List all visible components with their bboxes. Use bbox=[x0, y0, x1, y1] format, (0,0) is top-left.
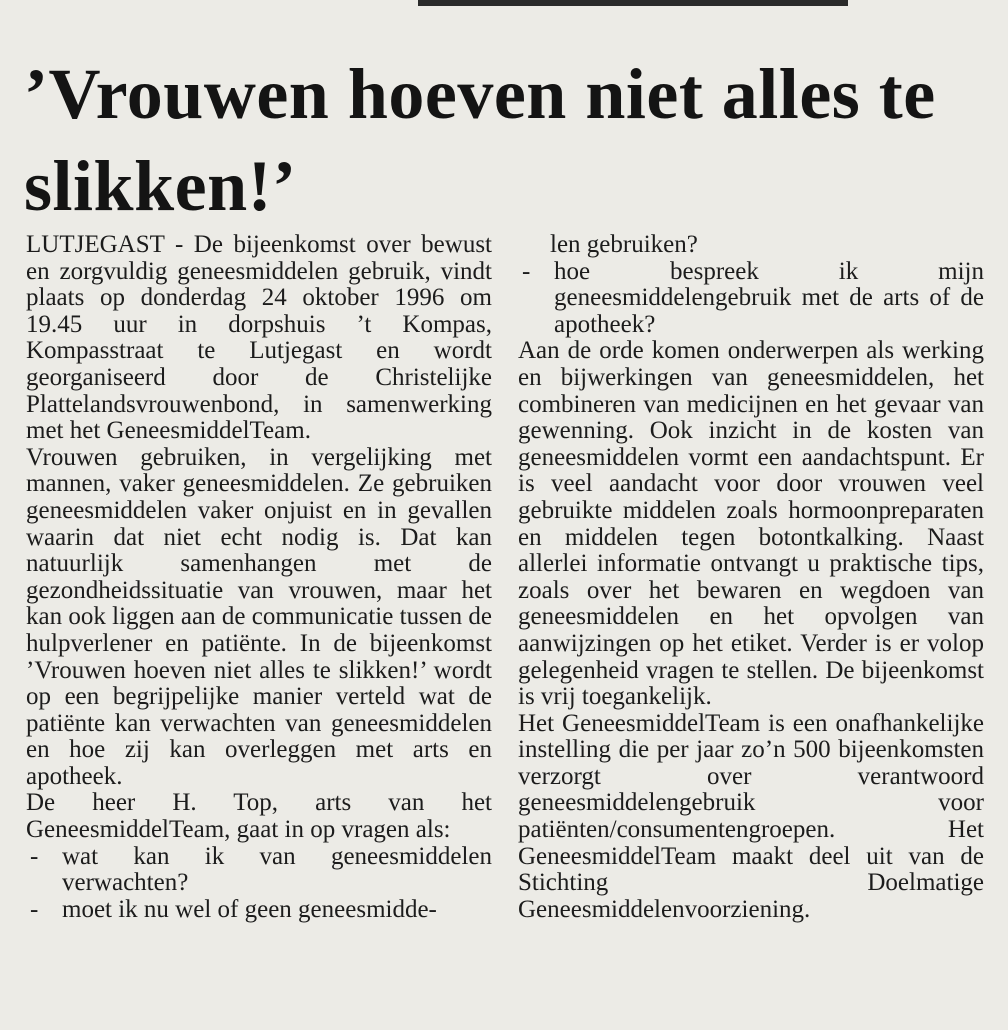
paragraph-women: Vrouwen gebruiken, in vergelijking met mannen, vaker geneesmiddelen. Ze gebruiken geneesmiddelen vaker onjuist en in gevallen waarin dat niet echt nodig is. Dat kan natuurlijk samenhangen met de gezondheidssituatie van vrouwen, maar het kan ook liggen aan de communicatie tussen de hulpverlener en patiënte. In de bijeenkomst ’Vrouwen hoeven niet alles te slikken!’ wordt op een begrijpelijke manier verteld wat de patiënte kan verwachten van geneesmiddelen en hoe zij kan overleggen met arts en apotheek. bbox=[26, 443, 492, 790]
list-item-text: hoe bespreek ik mijn geneesmiddelengebruik met de arts of de apotheek? bbox=[554, 257, 984, 338]
left-column bbox=[26, 232, 492, 923]
bullet-dash: - bbox=[522, 257, 531, 285]
bullet-dash: - bbox=[30, 842, 39, 870]
list-item bbox=[26, 897, 492, 924]
paragraph-intro: LUTJEGAST - De bijeenkomst over bewust en zorgvuldig geneesmiddelen gebruik, vindt plaats op donderdag 24 oktober 1996 om 19.45 uur in dorpshuis ’t Kompas, Kompasstraat te Lutjegast en wordt georganiseerd door de Christelijke Plattelandsvrouwenbond, in samenwerking met het GeneesmiddelTeam. bbox=[26, 231, 492, 445]
paragraph-topics: Aan de orde komen onderwerpen als werking en bijwerkingen van geneesmiddelen, het combineren van medicijnen en het gevaar van gewenning. Ook inzicht in de kosten van geneesmiddelen vormt een aandachtspunt. Er is veel aandacht voor door vrouwen veel gebruikte middelen zoals hormoonpreparaten en middelen tegen botontkalking. Naast allerlei informatie ontvangt u praktische tips, zoals over het bewaren en wegdoen van geneesmiddelen en het opvolgen van aanwijzingen op het etiket. Verder is er volop gelegenheid vragen te stellen. De bijeenkomst is vrij toegankelijk. bbox=[518, 337, 984, 711]
bullet-dash: - bbox=[30, 895, 39, 923]
top-edge-bar bbox=[418, 0, 848, 6]
list-item-continuation: len gebruiken? bbox=[550, 231, 698, 258]
paragraph-speaker: De heer H. Top, arts van het GeneesmiddelTeam, gaat in op vragen als: bbox=[26, 789, 492, 844]
list-item bbox=[26, 844, 492, 897]
list-item-text: wat kan ik van geneesmiddelen verwachten? bbox=[62, 842, 492, 897]
right-column bbox=[518, 232, 984, 923]
list-item bbox=[518, 259, 984, 339]
headline: ’Vrouwen hoeven niet alles te slikken!’ bbox=[24, 54, 936, 226]
paragraph-organisation: Het GeneesmiddelTeam is een onafhankelijke instelling die per jaar zo’n 500 bijeenkomsten verzorgt over verantwoord geneesmiddelengebruik voor patiënten/consumentengroepen. Het GeneesmiddelTeam maakt deel uit van de Stichting Doelmatige Geneesmiddelenvoorziening. bbox=[518, 709, 984, 923]
list-item-text: moet ik nu wel of geen geneesmidde- bbox=[62, 895, 437, 923]
